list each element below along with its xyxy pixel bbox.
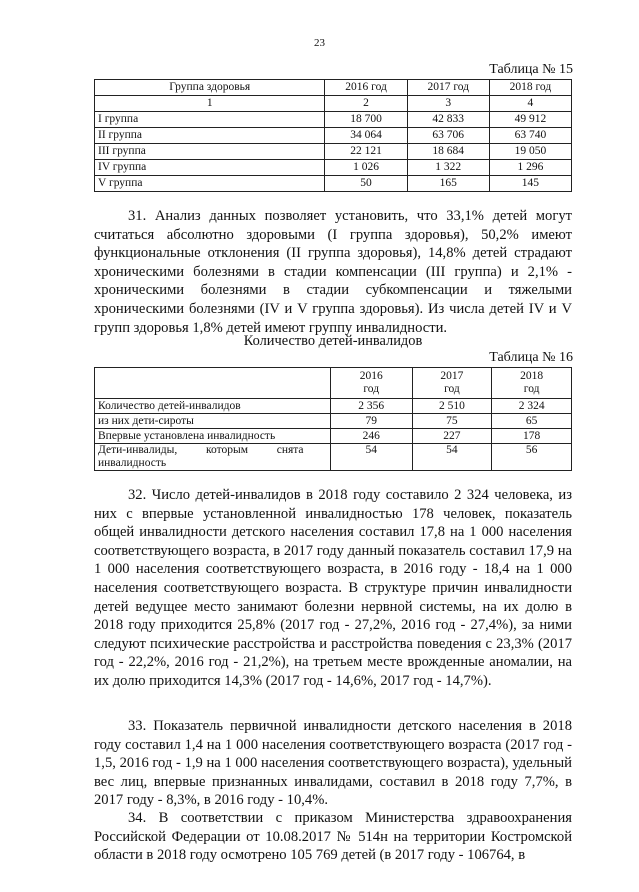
table-row — [95, 176, 572, 192]
row-label-line: Дети-инвалиды, которым снята — [98, 444, 304, 456]
header-cell — [492, 368, 572, 399]
value-cell: 56 — [492, 444, 572, 471]
paragraph-31: 31. Анализ данных позволяет установить, что 33,1% детей могут считаться абсолютно здоровыми (I группа здоровья), 50,2% имеют функциональные отклонения (II группа здоровья), 14,8% детей страдают хроническими болезнями в стадии компенсации (III группа) и 2,1% - хроническими болезнями в стадии субкомпенсации и тяжелыми хроническими болезнями (IV и V группа здоровья). Из числа детей IV и V групп здоровья 1,8% детей имеют группу инвалидности. — [94, 208, 572, 336]
table-row — [95, 112, 572, 128]
value-cell: 2 324 — [492, 399, 572, 414]
value-cell: 42 833 — [407, 112, 489, 128]
header-year: 2017 — [440, 370, 464, 382]
table-header-row — [95, 80, 572, 96]
header-year: 2018 — [520, 370, 544, 382]
index-cell: 4 — [489, 96, 571, 112]
row-label: III группа — [95, 144, 325, 160]
value-cell: 1 026 — [325, 160, 407, 176]
row-label: Впервые установлена инвалидность — [95, 429, 331, 444]
value-cell: 54 — [412, 444, 492, 471]
row-label — [95, 444, 331, 471]
row-label: IV группа — [95, 160, 325, 176]
health-group-table — [94, 79, 572, 192]
index-cell: 3 — [407, 96, 489, 112]
value-cell: 63 740 — [489, 128, 571, 144]
row-label-line: инвалидность — [98, 457, 167, 469]
paragraph-33: 33. Показатель первичной инвалидности детского населения в 2018 году составил 1,4 на 1 000 населения соответствующего возраста (2017 год - 1,5, 2016 год - 1,9 на 1 000 населения соответствующего возраста), удельный вес лиц, впервые признанных инвалидами, составил в 2018 году 7,7%, в 2017 году - 8,3%, в 2016 году - 10,4%. — [94, 718, 572, 809]
value-cell: 34 064 — [325, 128, 407, 144]
table-row — [95, 429, 572, 444]
paragraph-32: 32. Число детей-инвалидов в 2018 году составило 2 324 человека, из них с впервые установленной инвалидностью 178 человек, показатель общей инвалидности детского населения составил 17,8 на 1 000 населения соответствующего возраста, в 2017 году данный показатель составил 17,9 на 1 000 населения соответствующего возраста, в 2016 году - 18,4 на 1 000 населения соответствующего возраста. В структуре причин инвалидности детей ведущее место занимают болезни нервной системы, на их долю в 2018 году приходится 25,8% (2017 год - 27,2%, 2016 год - 27,4%), за ними следуют психические расстройства и расстройства поведения с 23,3% (2017 год - 22,2%, 2016 год - 21,2%), на третьем месте врожденные аномалии, на их долю приходится 14,3% (2017 год - 14,6%, 2017 год - 14,7%). — [94, 487, 572, 689]
value-cell: 65 — [492, 414, 572, 429]
empty-header-cell — [95, 368, 331, 399]
header-unit: год — [363, 383, 380, 395]
header-cell: 2018 год — [489, 80, 571, 96]
value-cell: 178 — [492, 429, 572, 444]
disabled-children-table — [94, 367, 572, 471]
value-cell: 145 — [489, 176, 571, 192]
header-cell: Группа здоровья — [95, 80, 325, 96]
header-cell: 2016 год — [325, 80, 407, 96]
paragraph-34: 34. В соответствии с приказом Министерства здравоохранения Российской Федерации от 10.08.2017 № 514н на территории Костромской области в 2018 году осмотрено 105 769 детей (в 2017 году - 106764, в — [94, 810, 572, 864]
index-cell: 1 — [95, 96, 325, 112]
table15-caption: Таблица № 15 — [489, 62, 573, 77]
value-cell: 1 296 — [489, 160, 571, 176]
header-cell — [412, 368, 492, 399]
value-cell: 1 322 — [407, 160, 489, 176]
row-label: Количество детей-инвалидов — [95, 399, 331, 414]
index-cell: 2 — [325, 96, 407, 112]
value-cell: 2 356 — [330, 399, 412, 414]
value-cell: 75 — [412, 414, 492, 429]
table-header-row — [95, 368, 572, 399]
row-label: II группа — [95, 128, 325, 144]
value-cell: 22 121 — [325, 144, 407, 160]
row-label: V группа — [95, 176, 325, 192]
value-cell: 2 510 — [412, 399, 492, 414]
value-cell: 227 — [412, 429, 492, 444]
value-cell: 54 — [330, 444, 412, 471]
value-cell: 50 — [325, 176, 407, 192]
header-cell: 2017 год — [407, 80, 489, 96]
table16-caption: Таблица № 16 — [489, 350, 573, 365]
header-unit: год — [523, 383, 540, 395]
value-cell: 19 050 — [489, 144, 571, 160]
value-cell: 49 912 — [489, 112, 571, 128]
value-cell: 246 — [330, 429, 412, 444]
table-row — [95, 444, 572, 471]
table16-title: Количество детей-инвалидов — [243, 333, 423, 349]
value-cell: 79 — [330, 414, 412, 429]
header-cell — [330, 368, 412, 399]
row-label: I группа — [95, 112, 325, 128]
table-row — [95, 160, 572, 176]
column-index-row — [95, 96, 572, 112]
header-year: 2016 — [359, 370, 383, 382]
value-cell: 18 684 — [407, 144, 489, 160]
table-row — [95, 144, 572, 160]
table-row — [95, 128, 572, 144]
table-row — [95, 414, 572, 429]
header-unit: год — [444, 383, 460, 395]
row-label: из них дети-сироты — [95, 414, 331, 429]
value-cell: 165 — [407, 176, 489, 192]
value-cell: 63 706 — [407, 128, 489, 144]
value-cell: 18 700 — [325, 112, 407, 128]
table-row — [95, 399, 572, 414]
page-number: 23 — [314, 37, 325, 49]
